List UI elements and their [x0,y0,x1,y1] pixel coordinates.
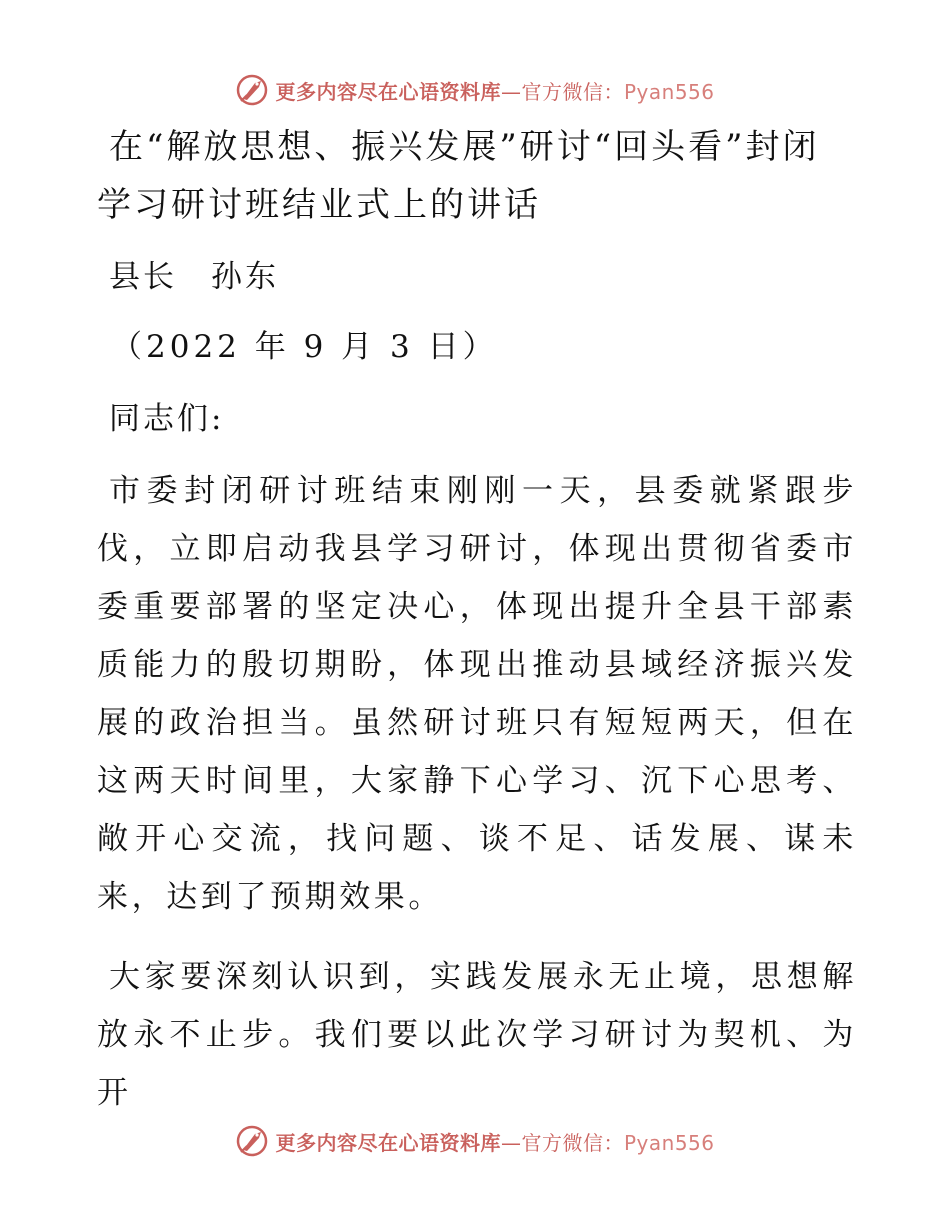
watermark-text [275,1127,714,1156]
watermark-banner-bottom [0,1121,950,1161]
watermark-wechat-id: Pyan556 [623,79,715,104]
document-title [97,118,857,234]
watermark-dash: — [500,1130,522,1155]
document-body [97,118,857,1122]
watermark-text [275,76,714,105]
speaker-line: 县长 孙东 [109,259,279,295]
paragraph-1: 市委封闭研讨班结束刚刚一天，县委就紧跟步伐，立即启动我县学习研讨，体现出贯彻省委市委重要部署的坚定决心，体现出提升全县干部素质能力的殷切期盼，体现出推动县域经济振兴发展的政治担当。虽然研讨班只有短短两天，但在这两天时间里，大家静下心学习、沉下心思考、敞开心交流，找问题、谈不足、话发展、谋未来，达到了预期效果。 [97,473,857,915]
greeting: 同志们: [109,401,225,437]
watermark-dash: — [500,79,522,104]
title-line-1: 在“解放思想、振兴发展”研讨“回头看”封闭 [109,127,820,167]
watermark-site: 更多内容尽在心语资料库 [275,79,501,104]
speech-date: （2022 年 9 月 3 日） [111,329,498,365]
watermark-wechat-label: 官方微信： [521,79,624,104]
quill-pen-icon [235,1124,269,1158]
watermark-banner-top [0,70,950,110]
quill-pen-icon [235,73,269,107]
watermark-wechat-label: 官方微信： [521,1130,624,1155]
title-line-2: 学习研讨班结业式上的讲话 [97,185,541,225]
watermark-site: 更多内容尽在心语资料库 [275,1130,501,1155]
watermark-wechat-id: Pyan556 [623,1130,715,1155]
paragraph-2: 大家要深刻认识到，实践发展永无止境，思想解放永不止步。我们要以此次学习研讨为契机、为开 [97,959,857,1111]
